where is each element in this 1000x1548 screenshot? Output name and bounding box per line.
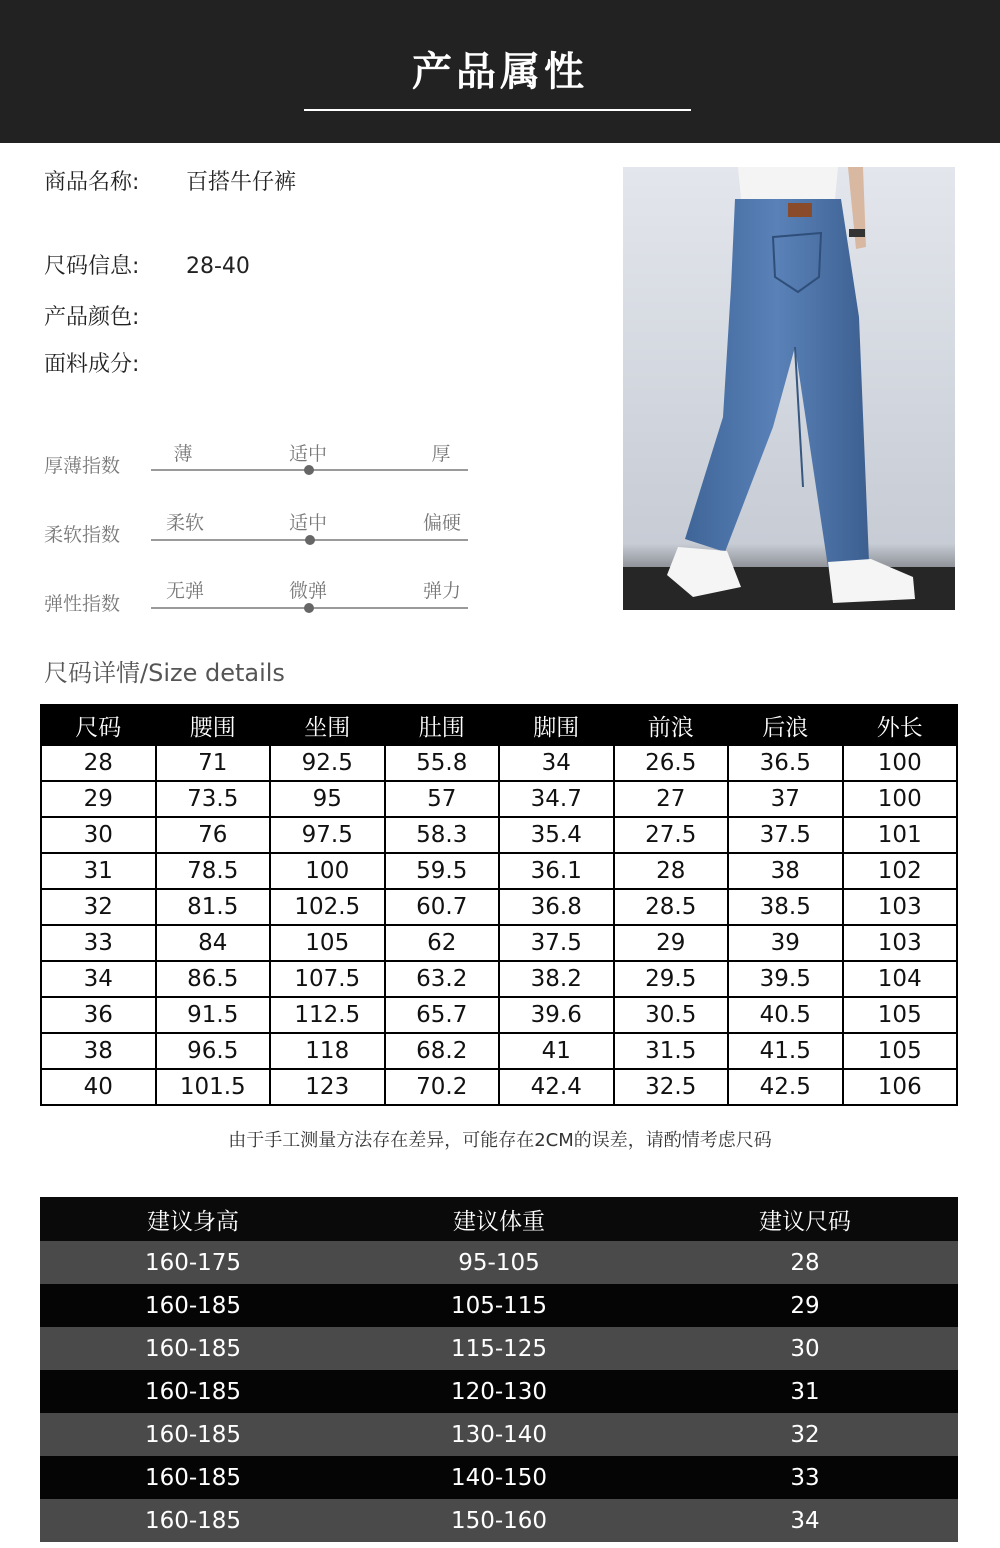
table-cell: 105 xyxy=(270,925,385,961)
table-cell: 36 xyxy=(41,997,156,1033)
table-cell: 59.5 xyxy=(385,853,500,889)
table-cell: 104 xyxy=(843,961,958,997)
table-row xyxy=(40,1241,958,1284)
scale-option: 弹力 xyxy=(422,580,461,602)
table-cell: 28 xyxy=(41,745,156,781)
table-cell: 30 xyxy=(41,817,156,853)
col-header: 坐围 xyxy=(270,705,385,745)
table-row xyxy=(41,745,957,781)
scale-label: 柔软指数 xyxy=(44,524,121,546)
table-cell: 84 xyxy=(156,925,271,961)
table-cell: 58.3 xyxy=(385,817,500,853)
col-header: 建议身高 xyxy=(40,1197,346,1241)
table-cell: 30.5 xyxy=(614,997,729,1033)
table-row xyxy=(40,1370,958,1413)
table-cell: 103 xyxy=(843,925,958,961)
table-cell: 37.5 xyxy=(499,925,614,961)
table-cell: 105 xyxy=(843,997,958,1033)
table-row xyxy=(41,997,957,1033)
col-header: 建议尺码 xyxy=(652,1197,958,1241)
header-banner xyxy=(0,0,1000,143)
table-cell: 36.5 xyxy=(728,745,843,781)
table-cell: 42.4 xyxy=(499,1069,614,1105)
measurement-note: 由于手工测量方法存在差异，可能存在2CM的误差，请酌情考虑尺码 xyxy=(228,1130,772,1151)
table-row xyxy=(41,853,957,889)
table-cell: 160-185 xyxy=(40,1456,346,1499)
scale-option: 偏硬 xyxy=(422,512,461,534)
table-cell: 160-185 xyxy=(40,1284,346,1327)
table-cell: 105-115 xyxy=(346,1284,652,1327)
table-row xyxy=(41,925,957,961)
table-cell: 100 xyxy=(270,853,385,889)
attr-label: 商品名称: xyxy=(44,170,140,195)
attr-product-color xyxy=(44,300,186,331)
table-cell: 140-150 xyxy=(346,1456,652,1499)
table-row xyxy=(41,817,957,853)
table-cell: 101.5 xyxy=(156,1069,271,1105)
table-cell: 57 xyxy=(385,781,500,817)
table-cell: 29 xyxy=(41,781,156,817)
table-cell: 86.5 xyxy=(156,961,271,997)
scale-option: 薄 xyxy=(173,443,193,465)
table-cell: 33 xyxy=(41,925,156,961)
scale-option: 厚 xyxy=(431,443,451,465)
col-header: 腰围 xyxy=(156,705,271,745)
table-cell: 29 xyxy=(652,1284,958,1327)
table-cell: 160-185 xyxy=(40,1499,346,1542)
table-cell: 123 xyxy=(270,1069,385,1105)
table-cell: 34 xyxy=(652,1499,958,1542)
table-cell: 95 xyxy=(270,781,385,817)
table-cell: 160-175 xyxy=(40,1241,346,1284)
table-cell: 73.5 xyxy=(156,781,271,817)
table-row xyxy=(40,1284,958,1327)
table-cell: 36.1 xyxy=(499,853,614,889)
table-cell: 32 xyxy=(41,889,156,925)
table-row xyxy=(41,1033,957,1069)
table-cell: 76 xyxy=(156,817,271,853)
col-header: 肚围 xyxy=(385,705,500,745)
table-cell: 95-105 xyxy=(346,1241,652,1284)
attr-label: 面料成分: xyxy=(44,352,140,377)
jeans-illustration xyxy=(623,167,955,610)
table-cell: 62 xyxy=(385,925,500,961)
table-cell: 34 xyxy=(499,745,614,781)
table-cell: 26.5 xyxy=(614,745,729,781)
table-cell: 34.7 xyxy=(499,781,614,817)
col-header: 后浪 xyxy=(728,705,843,745)
table-cell: 100 xyxy=(843,745,958,781)
table-cell: 27 xyxy=(614,781,729,817)
table-cell: 68.2 xyxy=(385,1033,500,1069)
recommend-header-row xyxy=(40,1197,958,1241)
product-photo xyxy=(623,167,955,610)
table-cell: 96.5 xyxy=(156,1033,271,1069)
table-cell: 63.2 xyxy=(385,961,500,997)
table-cell: 160-185 xyxy=(40,1370,346,1413)
table-cell: 106 xyxy=(843,1069,958,1105)
table-cell: 34 xyxy=(41,961,156,997)
table-cell: 160-185 xyxy=(40,1327,346,1370)
table-row xyxy=(41,961,957,997)
table-cell: 32.5 xyxy=(614,1069,729,1105)
col-header: 建议体重 xyxy=(346,1197,652,1241)
table-row xyxy=(40,1456,958,1499)
table-row xyxy=(41,1069,957,1105)
scale-label: 厚薄指数 xyxy=(44,455,121,477)
table-cell: 39.6 xyxy=(499,997,614,1033)
table-cell: 107.5 xyxy=(270,961,385,997)
size-table xyxy=(40,704,958,1106)
table-cell: 31.5 xyxy=(614,1033,729,1069)
table-cell: 55.8 xyxy=(385,745,500,781)
table-cell: 115-125 xyxy=(346,1327,652,1370)
table-cell: 37 xyxy=(728,781,843,817)
table-cell: 36.8 xyxy=(499,889,614,925)
title-underline xyxy=(304,109,691,111)
table-cell: 60.7 xyxy=(385,889,500,925)
attr-label: 产品颜色: xyxy=(44,305,140,330)
size-table-header-row xyxy=(41,705,957,745)
table-cell: 33 xyxy=(652,1456,958,1499)
table-cell: 28 xyxy=(614,853,729,889)
table-cell: 42.5 xyxy=(728,1069,843,1105)
size-details-heading: 尺码详情/Size details xyxy=(44,659,285,687)
table-row xyxy=(41,781,957,817)
col-header: 外长 xyxy=(843,705,958,745)
table-cell: 97.5 xyxy=(270,817,385,853)
table-cell: 100 xyxy=(843,781,958,817)
page-title: 产品属性 xyxy=(412,49,588,95)
table-row xyxy=(40,1327,958,1370)
table-cell: 41.5 xyxy=(728,1033,843,1069)
table-cell: 28 xyxy=(652,1241,958,1284)
recommend-table xyxy=(40,1197,958,1542)
scale-indicator xyxy=(305,535,315,545)
table-cell: 39 xyxy=(728,925,843,961)
table-cell: 112.5 xyxy=(270,997,385,1033)
table-cell: 102 xyxy=(843,853,958,889)
table-cell: 92.5 xyxy=(270,745,385,781)
table-cell: 38.5 xyxy=(728,889,843,925)
col-header: 前浪 xyxy=(614,705,729,745)
table-cell: 27.5 xyxy=(614,817,729,853)
attr-size-info xyxy=(44,249,250,280)
table-cell: 41 xyxy=(499,1033,614,1069)
table-cell: 40 xyxy=(41,1069,156,1105)
table-row xyxy=(40,1413,958,1456)
table-cell: 71 xyxy=(156,745,271,781)
table-cell: 105 xyxy=(843,1033,958,1069)
table-cell: 31 xyxy=(41,853,156,889)
table-cell: 103 xyxy=(843,889,958,925)
table-cell: 91.5 xyxy=(156,997,271,1033)
table-cell: 130-140 xyxy=(346,1413,652,1456)
table-cell: 31 xyxy=(652,1370,958,1413)
table-cell: 29.5 xyxy=(614,961,729,997)
table-cell: 118 xyxy=(270,1033,385,1069)
table-cell: 40.5 xyxy=(728,997,843,1033)
table-cell: 38.2 xyxy=(499,961,614,997)
table-cell: 150-160 xyxy=(346,1499,652,1542)
table-cell: 101 xyxy=(843,817,958,853)
scale-option: 微弹 xyxy=(288,580,327,602)
table-cell: 102.5 xyxy=(270,889,385,925)
table-cell: 70.2 xyxy=(385,1069,500,1105)
table-cell: 37.5 xyxy=(728,817,843,853)
col-header: 脚围 xyxy=(499,705,614,745)
attr-label: 尺码信息: xyxy=(44,254,140,279)
scale-indicator xyxy=(304,465,314,475)
table-cell: 32 xyxy=(652,1413,958,1456)
scale-indicator xyxy=(304,603,314,613)
scale-label: 弹性指数 xyxy=(44,593,121,615)
col-header: 尺码 xyxy=(41,705,156,745)
table-cell: 29 xyxy=(614,925,729,961)
table-row xyxy=(40,1499,958,1542)
scale-option: 柔软 xyxy=(165,512,204,534)
attr-fabric xyxy=(44,347,186,378)
table-cell: 38 xyxy=(728,853,843,889)
table-cell: 65.7 xyxy=(385,997,500,1033)
table-cell: 39.5 xyxy=(728,961,843,997)
table-cell: 38 xyxy=(41,1033,156,1069)
table-cell: 120-130 xyxy=(346,1370,652,1413)
table-row xyxy=(41,889,957,925)
scale-option: 适中 xyxy=(288,443,327,465)
attr-product-name xyxy=(44,165,296,196)
table-cell: 30 xyxy=(652,1327,958,1370)
scale-option: 适中 xyxy=(288,512,327,534)
table-cell: 160-185 xyxy=(40,1413,346,1456)
table-cell: 81.5 xyxy=(156,889,271,925)
attr-value: 百搭牛仔裤 xyxy=(186,170,297,195)
table-cell: 35.4 xyxy=(499,817,614,853)
attr-value: 28-40 xyxy=(186,254,250,279)
scale-option: 无弹 xyxy=(165,580,204,602)
table-cell: 78.5 xyxy=(156,853,271,889)
table-cell: 28.5 xyxy=(614,889,729,925)
